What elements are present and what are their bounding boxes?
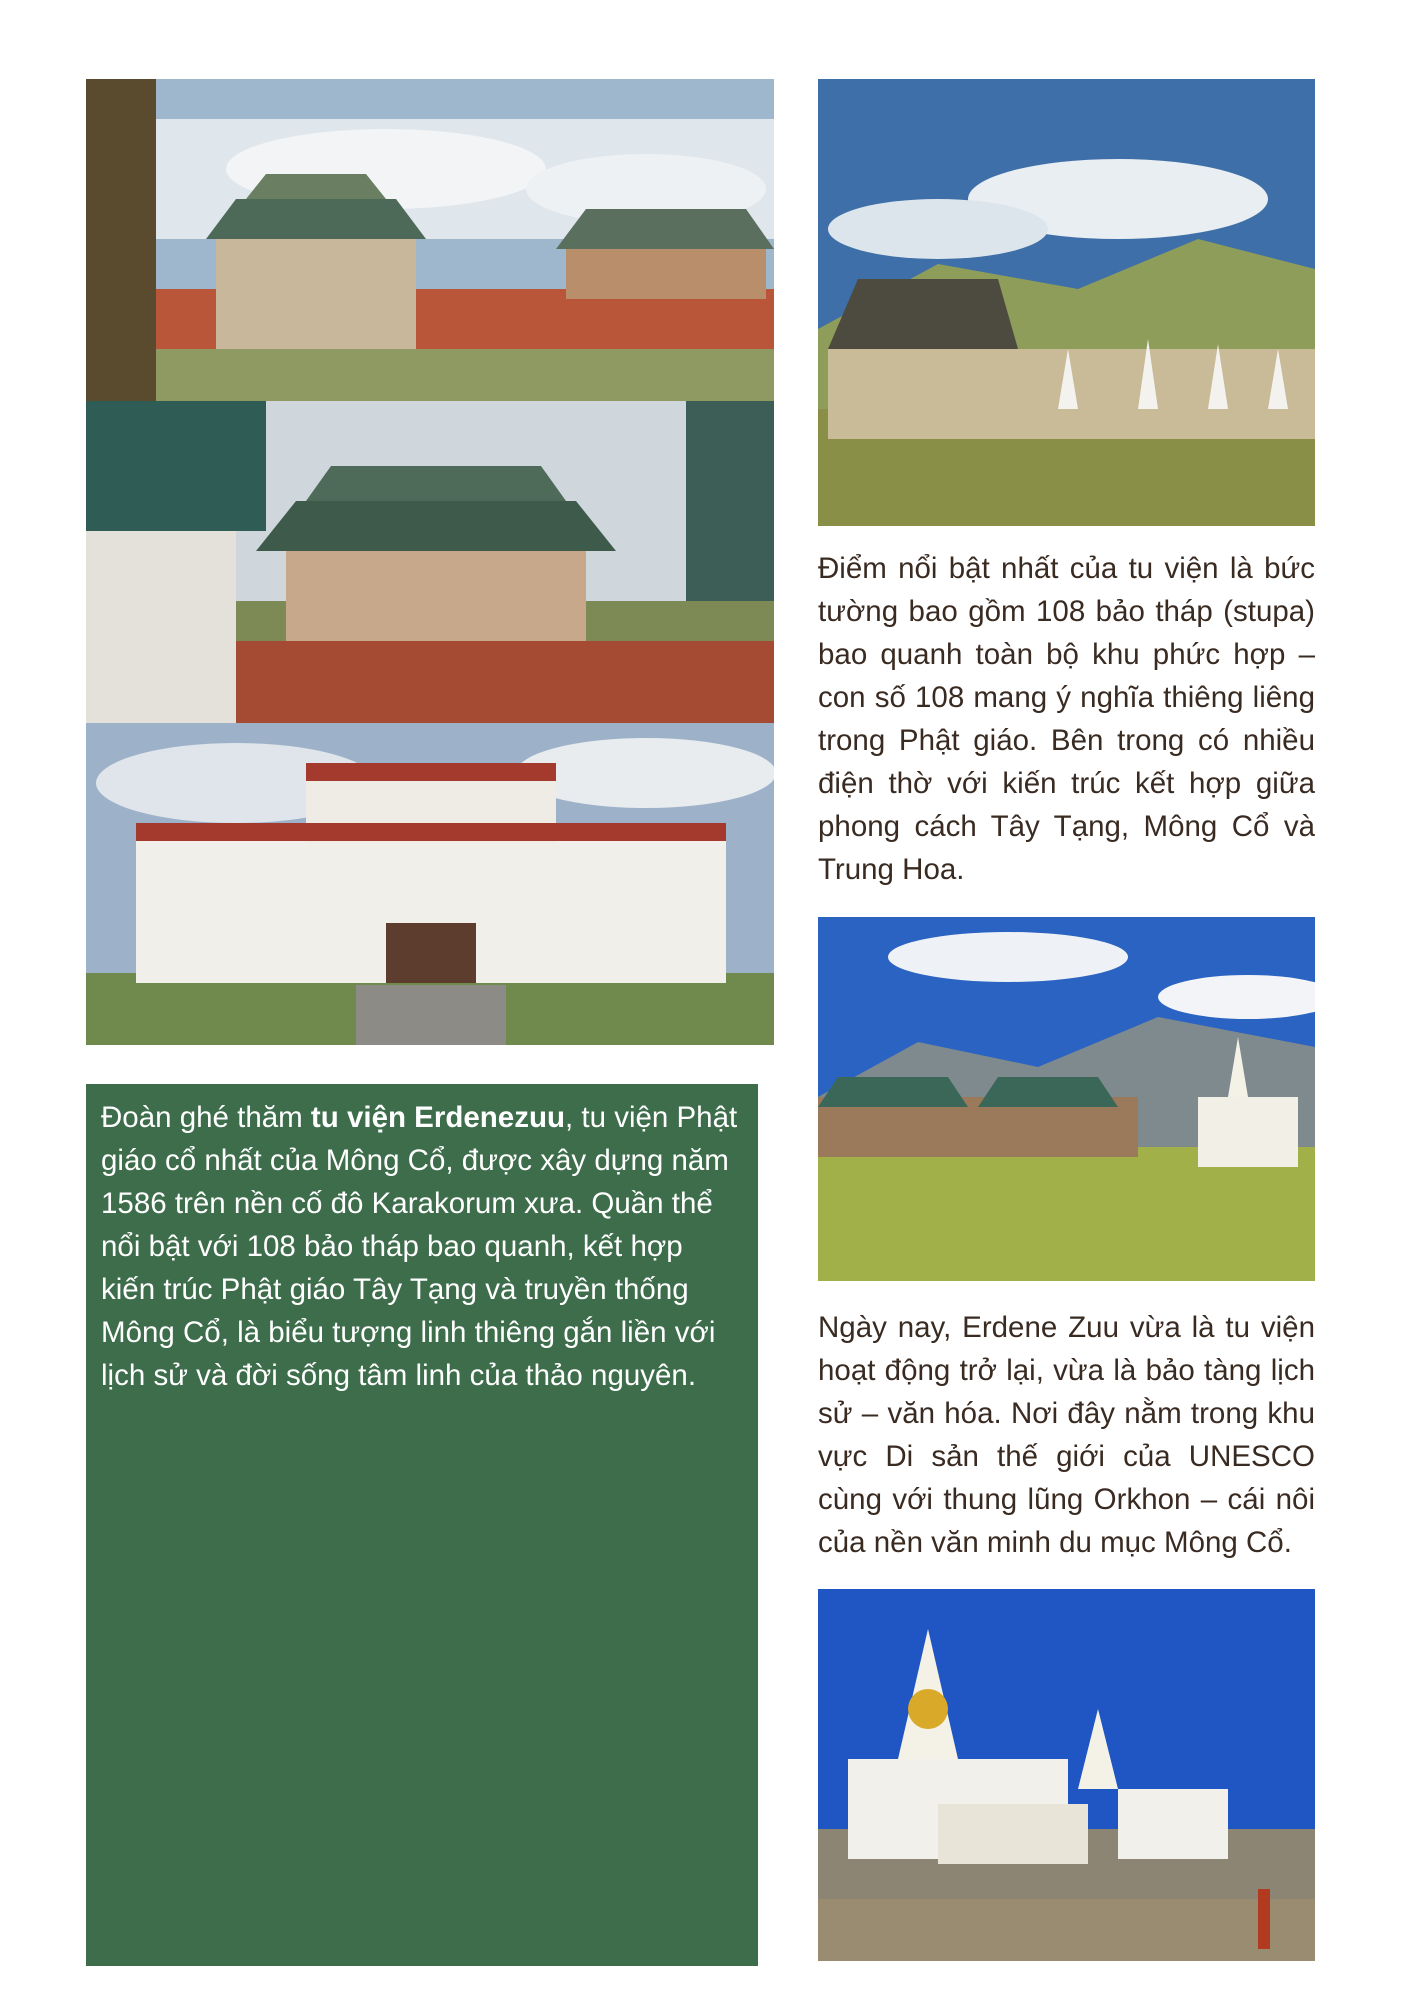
- photo-temple-courtyard: [86, 79, 774, 401]
- photo-temple-eaves: [86, 401, 774, 723]
- photo-temple-panorama: [818, 917, 1315, 1281]
- today-paragraph: Ngày nay, Erdene Zuu vừa là tu viện hoạt động trở lại, vừa là bảo tàng lịch sử – văn hóa. Nơi đây nằm trong khu vực Di sản thế giới của UNESCO cùng với thung lũng Orkhon – cái nôi của nền văn minh du mục Mông Cổ.: [818, 1311, 1315, 1559]
- intro-monastery-name: tu viện Erdenezuu: [310, 1101, 565, 1134]
- intro-paragraph: [101, 1096, 741, 1397]
- photo-golden-stupa: [818, 1589, 1315, 1961]
- stupa-paragraph: Điểm nổi bật nhất của tu viện là bức tường bao gồm 108 bảo tháp (stupa) bao quanh toàn bộ khu phức hợp – con số 108 mang ý nghĩa thiêng liêng trong Phật giáo. Bên trong có nhiều điện thờ với kiến trúc kết hợp giữa phong cách Tây Tạng, Mông Cổ và Trung Hoa.: [818, 552, 1315, 886]
- intro-text-rest: , tu viện Phật giáo cổ nhất của Mông Cổ, được xây dựng năm 1586 trên nền cố đô Karakorum xưa. Quần thể nổi bật với 108 bảo tháp bao quanh, kết hợp kiến trúc Phật giáo Tây Tạng và truyền thống Mông Cổ, là biểu tượng linh thiêng gắn liền với lịch sử và đời sống tâm linh của thảo nguyên.: [101, 1101, 738, 1392]
- photo-white-monastery: [86, 723, 774, 1045]
- photo-stupa-wall-hills: [818, 79, 1315, 526]
- intro-text-lead: Đoàn ghé thăm: [101, 1101, 311, 1134]
